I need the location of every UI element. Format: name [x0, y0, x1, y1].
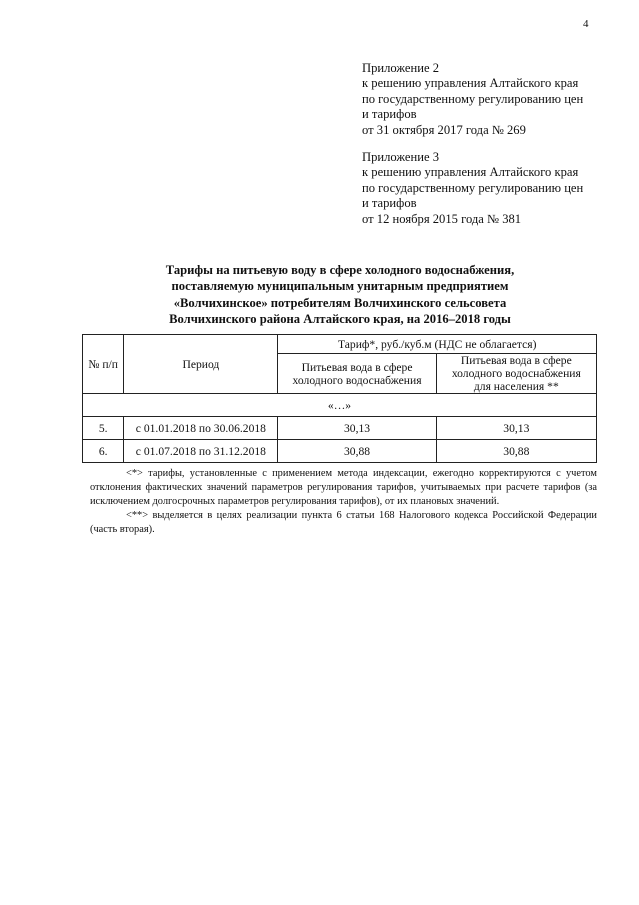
title-line: поставляемую муниципальным унитарным предприятием	[171, 279, 509, 294]
tariff-table	[82, 334, 597, 463]
cell-period: с 01.07.2018 по 31.12.2018	[124, 440, 278, 463]
cell-period: с 01.01.2018 по 30.06.2018	[124, 417, 278, 440]
cell-tariff-population: 30,88	[436, 440, 596, 463]
appendix-3-line: по государственному регулированию цен	[362, 180, 584, 195]
header-drinking-water-population	[436, 354, 596, 394]
footnotes	[90, 467, 597, 537]
ellipsis-cell: «…»	[83, 394, 597, 417]
footnote-2: <**> выделяется в целях реализации пункта 6 статьи 168 Налогового кодекса Российской Федерации (часть вторая).	[90, 510, 597, 536]
header-col2-line: Питьевая вода в сфере	[460, 354, 572, 367]
page-number: 4	[583, 18, 589, 30]
footnote-1: <*> тарифы, установленные с применением метода индексации, ежегодно корректируются с учетом отклонения фактических значений параметров регулирования тарифов, учитываемых при расчете тарифов (за исключением долгосрочных параметров регулирования тарифов), от их плановых значений.	[90, 468, 597, 508]
appendix-3-block	[362, 150, 583, 227]
appendix-2-block	[362, 61, 583, 138]
title-line: Волчихинского района Алтайского края, на 2016–2018 годы	[169, 312, 511, 327]
header-col2-line: для населения **	[473, 380, 559, 393]
cell-num: 6.	[83, 440, 124, 463]
header-drinking-water: Питьевая вода в сфере холодного водоснабжения	[278, 354, 436, 394]
appendix-3-line: Приложение 3	[362, 150, 440, 164]
title-line: Тарифы на питьевую воду в сфере холодного водоснабжения,	[165, 263, 515, 277]
cell-num: 5.	[83, 417, 124, 440]
title-line: «Волчихинское» потребителям Волчихинского сельсовета	[173, 295, 507, 310]
document-title	[70, 262, 610, 328]
cell-tariff: 30,13	[278, 417, 436, 440]
appendix-2-line: к решению управления Алтайского края	[362, 76, 579, 91]
header-tariff-group: Тариф*, руб./куб.м (НДС не облагается)	[278, 335, 597, 354]
appendix-2-line: от 31 октября 2017 года № 269	[362, 122, 526, 137]
table-header-row	[83, 335, 597, 354]
appendix-2-line: и тарифов	[362, 107, 417, 122]
table-row	[83, 417, 597, 440]
appendix-3-line: и тарифов	[362, 196, 417, 211]
appendix-2-line: по государственному регулированию цен	[362, 91, 584, 106]
appendix-3-line: от 12 ноября 2015 года № 381	[362, 211, 522, 226]
header-col2-line: холодного водоснабжения	[451, 367, 581, 380]
header-num: № п/п	[83, 335, 124, 394]
appendix-2-line: Приложение 2	[362, 61, 440, 75]
table-row	[83, 440, 597, 463]
header-period: Период	[124, 335, 278, 394]
table-ellipsis-row	[83, 394, 597, 417]
cell-tariff: 30,88	[278, 440, 436, 463]
appendix-3-line: к решению управления Алтайского края	[362, 165, 579, 180]
cell-tariff-population: 30,13	[436, 417, 596, 440]
